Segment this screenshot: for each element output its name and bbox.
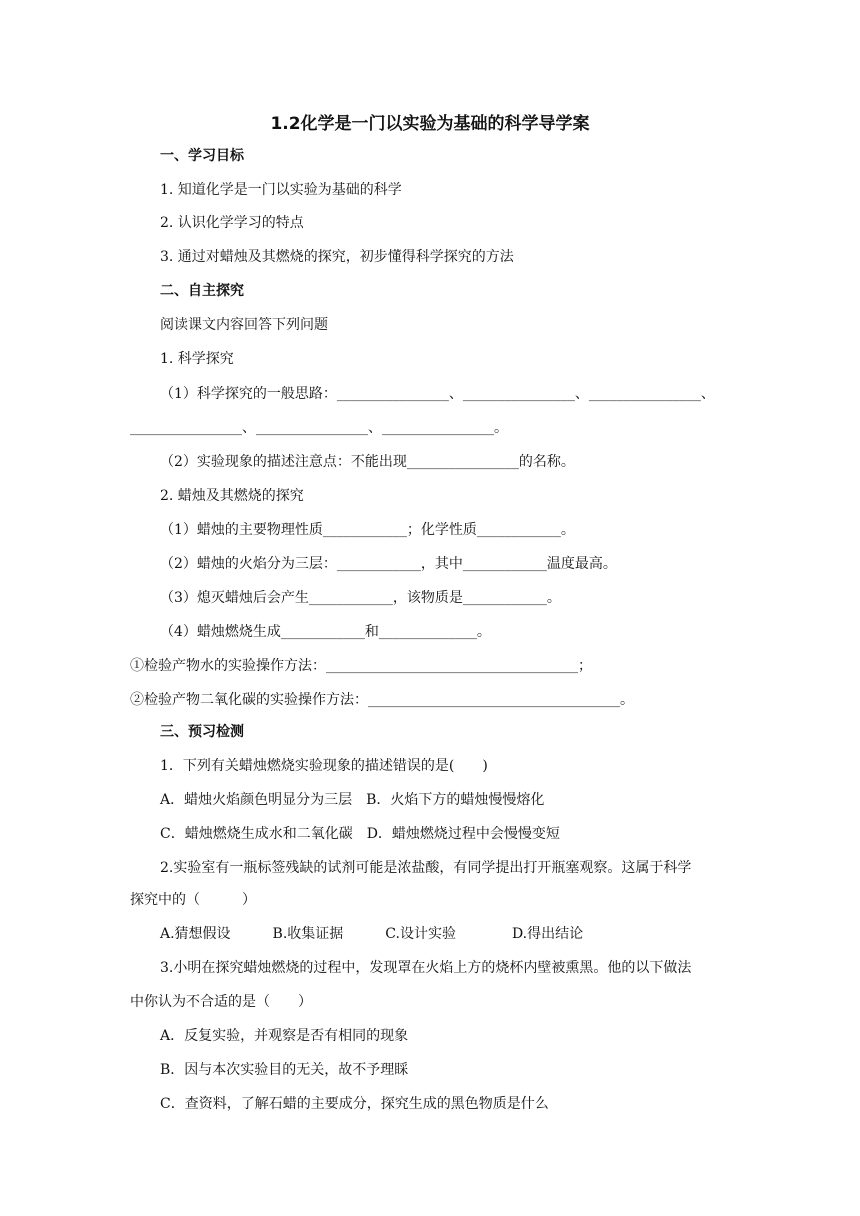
question-test-water: ①检验产物水的实验操作方法：____________________________________； bbox=[130, 658, 592, 674]
question-extinguish-smoke: （3）熄灭蜡烛后会产生____________，该物质是____________。 bbox=[160, 590, 561, 606]
goal-item-1: 1. 知道化学是一门以实验为基础的科学 bbox=[160, 182, 402, 198]
sub-heading-candle: 2. 蜡烛及其燃烧的探究 bbox=[160, 488, 304, 504]
check-question-3-option-a: A．反复实验，并观察是否有相同的现象 bbox=[160, 1028, 409, 1044]
check-question-3-option-c: C．查资料，了解石蜡的主要成分，探究生成的黑色物质是什么 bbox=[160, 1096, 549, 1112]
check-question-2-line1: 2.实验室有一瓶标签残缺的试剂可能是浓盐酸，有同学提出打开瓶塞观察。这属于科学 bbox=[160, 860, 692, 876]
sub-heading-science-inquiry: 1. 科学探究 bbox=[160, 351, 234, 367]
goal-item-3: 3. 通过对蜡烛及其燃烧的探究，初步懂得科学探究的方法 bbox=[160, 249, 514, 265]
question-test-co2: ②检验产物二氧化碳的实验操作方法：____________________________________。 bbox=[130, 692, 634, 708]
check-question-1: 1．下列有关蜡烛燃烧实验现象的描述错误的是( ) bbox=[160, 758, 488, 774]
page-title: 1.2化学是一门以实验为基础的科学导学案 bbox=[270, 114, 590, 134]
question-combustion-products: （4）蜡烛燃烧生成____________和______________。 bbox=[160, 624, 491, 640]
check-question-1-options-ab: A．蜡烛火焰颜色明显分为三层 B．火焰下方的蜡烛慢慢熔化 bbox=[160, 792, 545, 808]
check-question-1-options-cd: C．蜡烛燃烧生成水和二氧化碳 D．蜡烛燃烧过程中会慢慢变短 bbox=[160, 826, 560, 842]
question-inquiry-steps-line2: ________________、________________、________________。 bbox=[130, 420, 508, 436]
section-heading-explore: 二、自主探究 bbox=[160, 283, 244, 299]
section-heading-check: 三、预习检测 bbox=[160, 724, 244, 740]
check-question-3-option-b: B．因与本次实验目的无关，故不予理睬 bbox=[160, 1062, 409, 1078]
question-candle-properties: （1）蜡烛的主要物理性质____________；化学性质____________。 bbox=[160, 522, 575, 538]
check-question-2-line2: 探究中的（ ） bbox=[130, 892, 256, 908]
explore-intro: 阅读课文内容回答下列问题 bbox=[160, 317, 328, 333]
goal-item-2: 2. 认识化学学习的特点 bbox=[160, 215, 304, 231]
question-phenomenon-description: （2）实验现象的描述注意点：不能出现________________的名称。 bbox=[160, 454, 575, 470]
check-question-3-line1: 3.小明在探究蜡烛燃烧的过程中，发现罩在火焰上方的烧杯内壁被熏黑。他的以下做法 bbox=[160, 960, 692, 976]
check-question-2-options: A.猜想假设 B.收集证据 C.设计实验 D.得出结论 bbox=[160, 926, 584, 942]
question-inquiry-steps-line1: （1）科学探究的一般思路：________________、________________、________________、 bbox=[160, 386, 715, 402]
section-heading-goals: 一、学习目标 bbox=[160, 148, 244, 164]
question-flame-layers: （2）蜡烛的火焰分为三层：____________，其中____________温度最高。 bbox=[160, 556, 617, 572]
check-question-3-line2: 中你认为不合适的是（ ） bbox=[130, 994, 312, 1010]
